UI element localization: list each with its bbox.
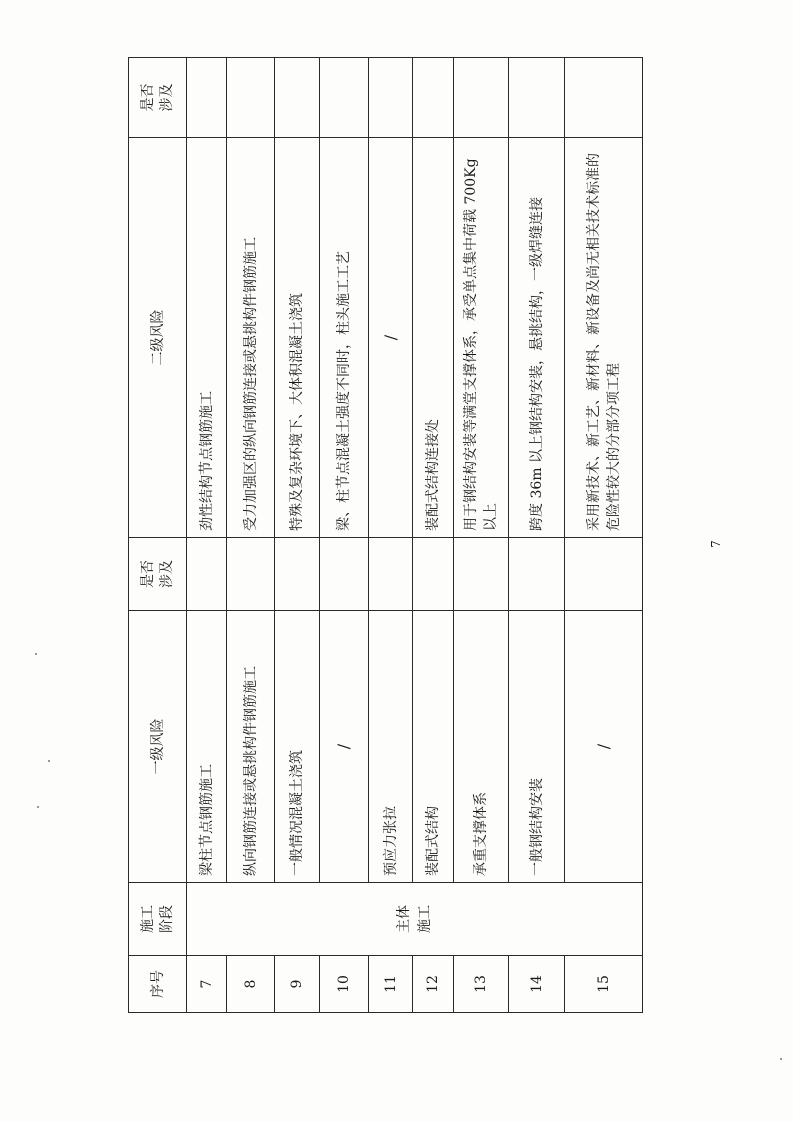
involved1-cell [275,538,319,611]
row-no: 8 [227,956,275,1013]
header-stage [129,883,187,956]
header-row [129,58,187,1013]
risk1-cell: 纵向钢筋连接或悬挑构件钢筋施工 [227,611,275,883]
risk-table [128,57,643,1013]
header-involved1-line2: 涉及 [158,560,175,588]
scan-speck [780,1058,782,1060]
page-number: 7 [708,540,723,548]
scan-speck [35,653,37,655]
involved2-cell [227,58,275,138]
risk2-cell: 用于钢结构安装等满堂支撑体系，承受单点集中荷载 700Kg 以上 [454,138,509,538]
table-row [227,58,275,1013]
involved2-cell [565,58,643,138]
risk1-cell: 一般钢结构安装 [509,611,565,883]
header-risk2: 二级风险 [129,138,187,538]
risk2-cell: 受力加强区的纵向钢筋连接或悬挑构件钢筋施工 [227,138,275,538]
risk2-cell: 特殊及复杂环境下、大体积混凝土浇筑 [275,138,319,538]
header-involved2-line1: 是否 [139,83,156,112]
involved1-cell [413,538,454,611]
risk1-cell: / [565,611,643,883]
header-stage-line1: 施工 [139,905,156,933]
header-involved2 [129,58,187,138]
involved2-cell [369,58,413,138]
stage-cell [187,883,643,956]
involved2-cell [187,58,227,138]
risk2-cell: 跨度 36m 以上钢结构安装，悬挑结构，一级焊缝连接 [509,138,565,538]
row-no: 7 [187,956,227,1013]
involved1-cell [319,538,368,611]
involved1-cell [227,538,275,611]
header-involved1 [129,538,187,611]
risk2-cell: 梁、柱节点混凝土强度不同时，柱头施工工艺 [319,138,368,538]
row-no: 11 [369,956,413,1013]
risk2-cell: 装配式结构连接处 [413,138,454,538]
risk2-cell: / [369,138,413,538]
header-no: 序号 [129,956,187,1013]
risk1-cell: 梁柱节点钢筋施工 [187,611,227,883]
header-involved1-line1: 是否 [139,560,156,588]
row-no: 15 [565,956,643,1013]
risk1-cell: 承重支撑体系 [454,611,509,883]
involved1-cell [454,538,509,611]
table-row [413,58,454,1013]
involved1-cell [509,538,565,611]
table-row [509,58,565,1013]
risk1-cell: 预应力张拉 [369,611,413,883]
table-row [454,58,509,1013]
header-risk1: 一级风险 [129,611,187,883]
risk2-cell: 采用新技术、新工艺、新材料、新设备及尚无相关技术标准的危险性较大的分部分项工程 [565,138,643,538]
table-row [187,58,227,1013]
involved2-cell [413,58,454,138]
involved2-cell [275,58,319,138]
header-involved2-line2: 涉及 [158,83,175,112]
rotated-table-area [128,58,643,1013]
row-no: 14 [509,956,565,1013]
table-row [565,58,643,1013]
involved1-cell [187,538,227,611]
involved2-cell [454,58,509,138]
scan-speck [37,806,39,808]
scan-speck [48,760,50,762]
row-no: 12 [413,956,454,1013]
stage-line1: 主体 [395,905,412,933]
row-no: 13 [454,956,509,1013]
risk1-cell: 一般情况混凝土浇筑 [275,611,319,883]
table-row [319,58,368,1013]
risk1-cell: / [319,611,368,883]
table-row [369,58,413,1013]
involved2-cell [319,58,368,138]
involved2-cell [509,58,565,138]
row-no: 10 [319,956,368,1013]
risk1-cell: 装配式结构 [413,611,454,883]
risk2-cell: 劲性结构节点钢筋施工 [187,138,227,538]
header-stage-line2: 阶段 [158,905,175,933]
involved1-cell [369,538,413,611]
stage-line2: 施工 [416,905,433,933]
table-row [275,58,319,1013]
row-no: 9 [275,956,319,1013]
involved1-cell [565,538,643,611]
